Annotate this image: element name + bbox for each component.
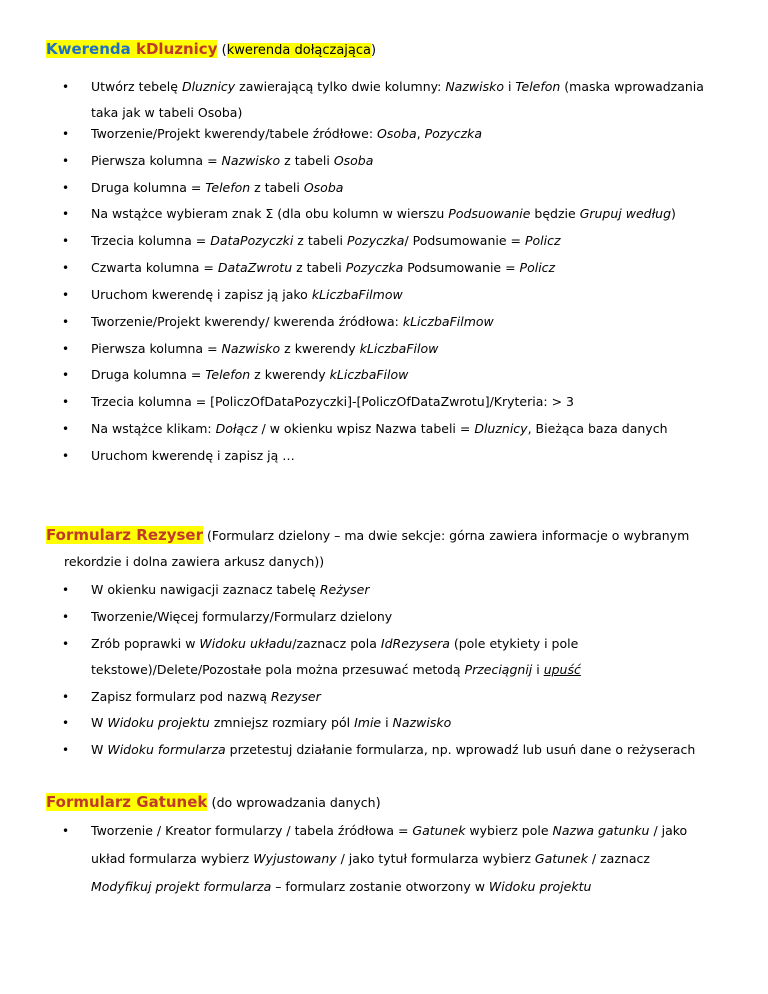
heading-subtitle: (Formularz dzielony – ma dwie sekcje: górna zawiera informacje o wybranym bbox=[203, 528, 690, 543]
heading-highlight-name: Formularz Rezyser bbox=[46, 526, 203, 544]
heading-subtitle: kwerenda dołączająca bbox=[226, 43, 371, 58]
heading-paren-close: ) bbox=[375, 796, 381, 811]
bullet-icon: • bbox=[62, 261, 70, 275]
list-item-text: W Widoku projektu zmniejsz rozmiary pól Imie i Nazwisko bbox=[91, 715, 452, 730]
section-heading-formularz-gatunek bbox=[46, 793, 381, 813]
bullet-icon: • bbox=[62, 80, 70, 94]
heading-paren-open: ( bbox=[207, 796, 217, 811]
list-item-text: Trzecia kolumna = [PoliczOfDataPozyczki]-[PoliczOfDataZwrotu]/Kryteria: > 3 bbox=[91, 394, 574, 409]
list-item-text: W Widoku formularza przetestuj działanie formularza, np. wprowadź lub usuń dane o reżyserach bbox=[91, 742, 696, 757]
list-item-text: Druga kolumna = Telefon z tabeli Osoba bbox=[91, 180, 344, 195]
bullet-icon: • bbox=[62, 449, 70, 463]
bullet-icon: • bbox=[62, 207, 70, 221]
bullet-icon: • bbox=[62, 234, 70, 248]
bullet-icon: • bbox=[62, 610, 70, 624]
heading-subtitle-continued: rekordzie i dolna zawiera arkusz danych)) bbox=[64, 554, 325, 569]
bullet-icon: • bbox=[62, 716, 70, 730]
list-item-text: Tworzenie/Projekt kwerendy/ kwerenda źródłowa: kLiczbaFilmow bbox=[91, 314, 494, 329]
heading-paren-close: ) bbox=[371, 43, 377, 58]
list-item-text: Uruchom kwerendę i zapisz ją jako kLiczbaFilmow bbox=[91, 287, 403, 302]
heading-highlight-label: Kwerenda bbox=[46, 40, 136, 58]
list-item-text: Zrób poprawki w Widoku układu/zaznacz pola IdRezysera (pole etykiety i pole bbox=[91, 636, 579, 651]
list-item-text: Trzecia kolumna = DataPozyczki z tabeli Pozyczka/ Podsumowanie = Policz bbox=[91, 233, 561, 248]
heading-subtitle: do wprowadzania danych bbox=[216, 795, 376, 810]
list-item-text: Tworzenie / Kreator formularzy / tabela źródłowa = Gatunek wybierz pole Nazwa gatunku / jako bbox=[91, 823, 688, 838]
list-item-text: Na wstążce klikam: Dołącz / w okienku wpisz Nazwa tabeli = Dluznicy, Bieżąca baza danych bbox=[91, 421, 668, 436]
list-item-text-continued: tekstowe)/Delete/Pozostałe pola można przesuwać metodą Przeciągnij i upuść bbox=[91, 662, 581, 677]
heading-highlight-name: kDluznicy bbox=[136, 40, 218, 58]
bullet-icon: • bbox=[62, 395, 70, 409]
list-item-text: Tworzenie/Projekt kwerendy/tabele źródłowe: Osoba, Pozyczka bbox=[91, 126, 483, 141]
bullet-icon: • bbox=[62, 181, 70, 195]
list-item-text: Pierwsza kolumna = Nazwisko z tabeli Osoba bbox=[91, 153, 374, 168]
bullet-icon: • bbox=[62, 422, 70, 436]
list-item-text: Pierwsza kolumna = Nazwisko z kwerendy kLiczbaFilow bbox=[91, 341, 439, 356]
bullet-icon: • bbox=[62, 690, 70, 704]
bullet-icon: • bbox=[62, 637, 70, 651]
bullet-icon: • bbox=[62, 154, 70, 168]
bullet-icon: • bbox=[62, 315, 70, 329]
list-item-text: Czwarta kolumna = DataZwrotu z tabeli Pozyczka Podsumowanie = Policz bbox=[91, 260, 556, 275]
bullet-icon: • bbox=[62, 368, 70, 382]
list-item-text-continued: układ formularza wybierz Wyjustowany / jako tytuł formularza wybierz Gatunek / zaznacz bbox=[91, 851, 650, 866]
list-item-text: Tworzenie/Więcej formularzy/Formularz dzielony bbox=[91, 609, 393, 624]
bullet-icon: • bbox=[62, 824, 70, 838]
heading-paren-open: ( bbox=[217, 43, 227, 58]
list-item-text-continued: taka jak w tabeli Osoba) bbox=[91, 105, 243, 120]
list-item-text: Zapisz formularz pod nazwą Rezyser bbox=[91, 689, 321, 704]
heading-highlight-name: Formularz Gatunek bbox=[46, 793, 208, 811]
list-item-text: W okienku nawigacji zaznacz tabelę Reżyser bbox=[91, 582, 370, 597]
list-item-text: Druga kolumna = Telefon z kwerendy kLiczbaFilow bbox=[91, 367, 409, 382]
bullet-icon: • bbox=[62, 743, 70, 757]
bullet-icon: • bbox=[62, 127, 70, 141]
list-item-text: Na wstążce wybieram znak Σ (dla obu kolumn w wierszu Podsuowanie będzie Grupuj według) bbox=[91, 206, 676, 221]
list-item-text: Uruchom kwerendę i zapisz ją … bbox=[91, 448, 295, 463]
bullet-icon: • bbox=[62, 288, 70, 302]
list-item-text: Utwórz tebelę Dluznicy zawierającą tylko dwie kolumny: Nazwisko i Telefon (maska wprowadzania bbox=[91, 79, 704, 94]
bullet-icon: • bbox=[62, 342, 70, 356]
section-heading-kwerenda bbox=[46, 40, 376, 60]
list-item-text-continued: Modyfikuj projekt formularza – formularz zostanie otworzony w Widoku projektu bbox=[91, 879, 592, 894]
bullet-icon: • bbox=[62, 583, 70, 597]
section-heading-formularz-rezyser bbox=[46, 526, 689, 545]
